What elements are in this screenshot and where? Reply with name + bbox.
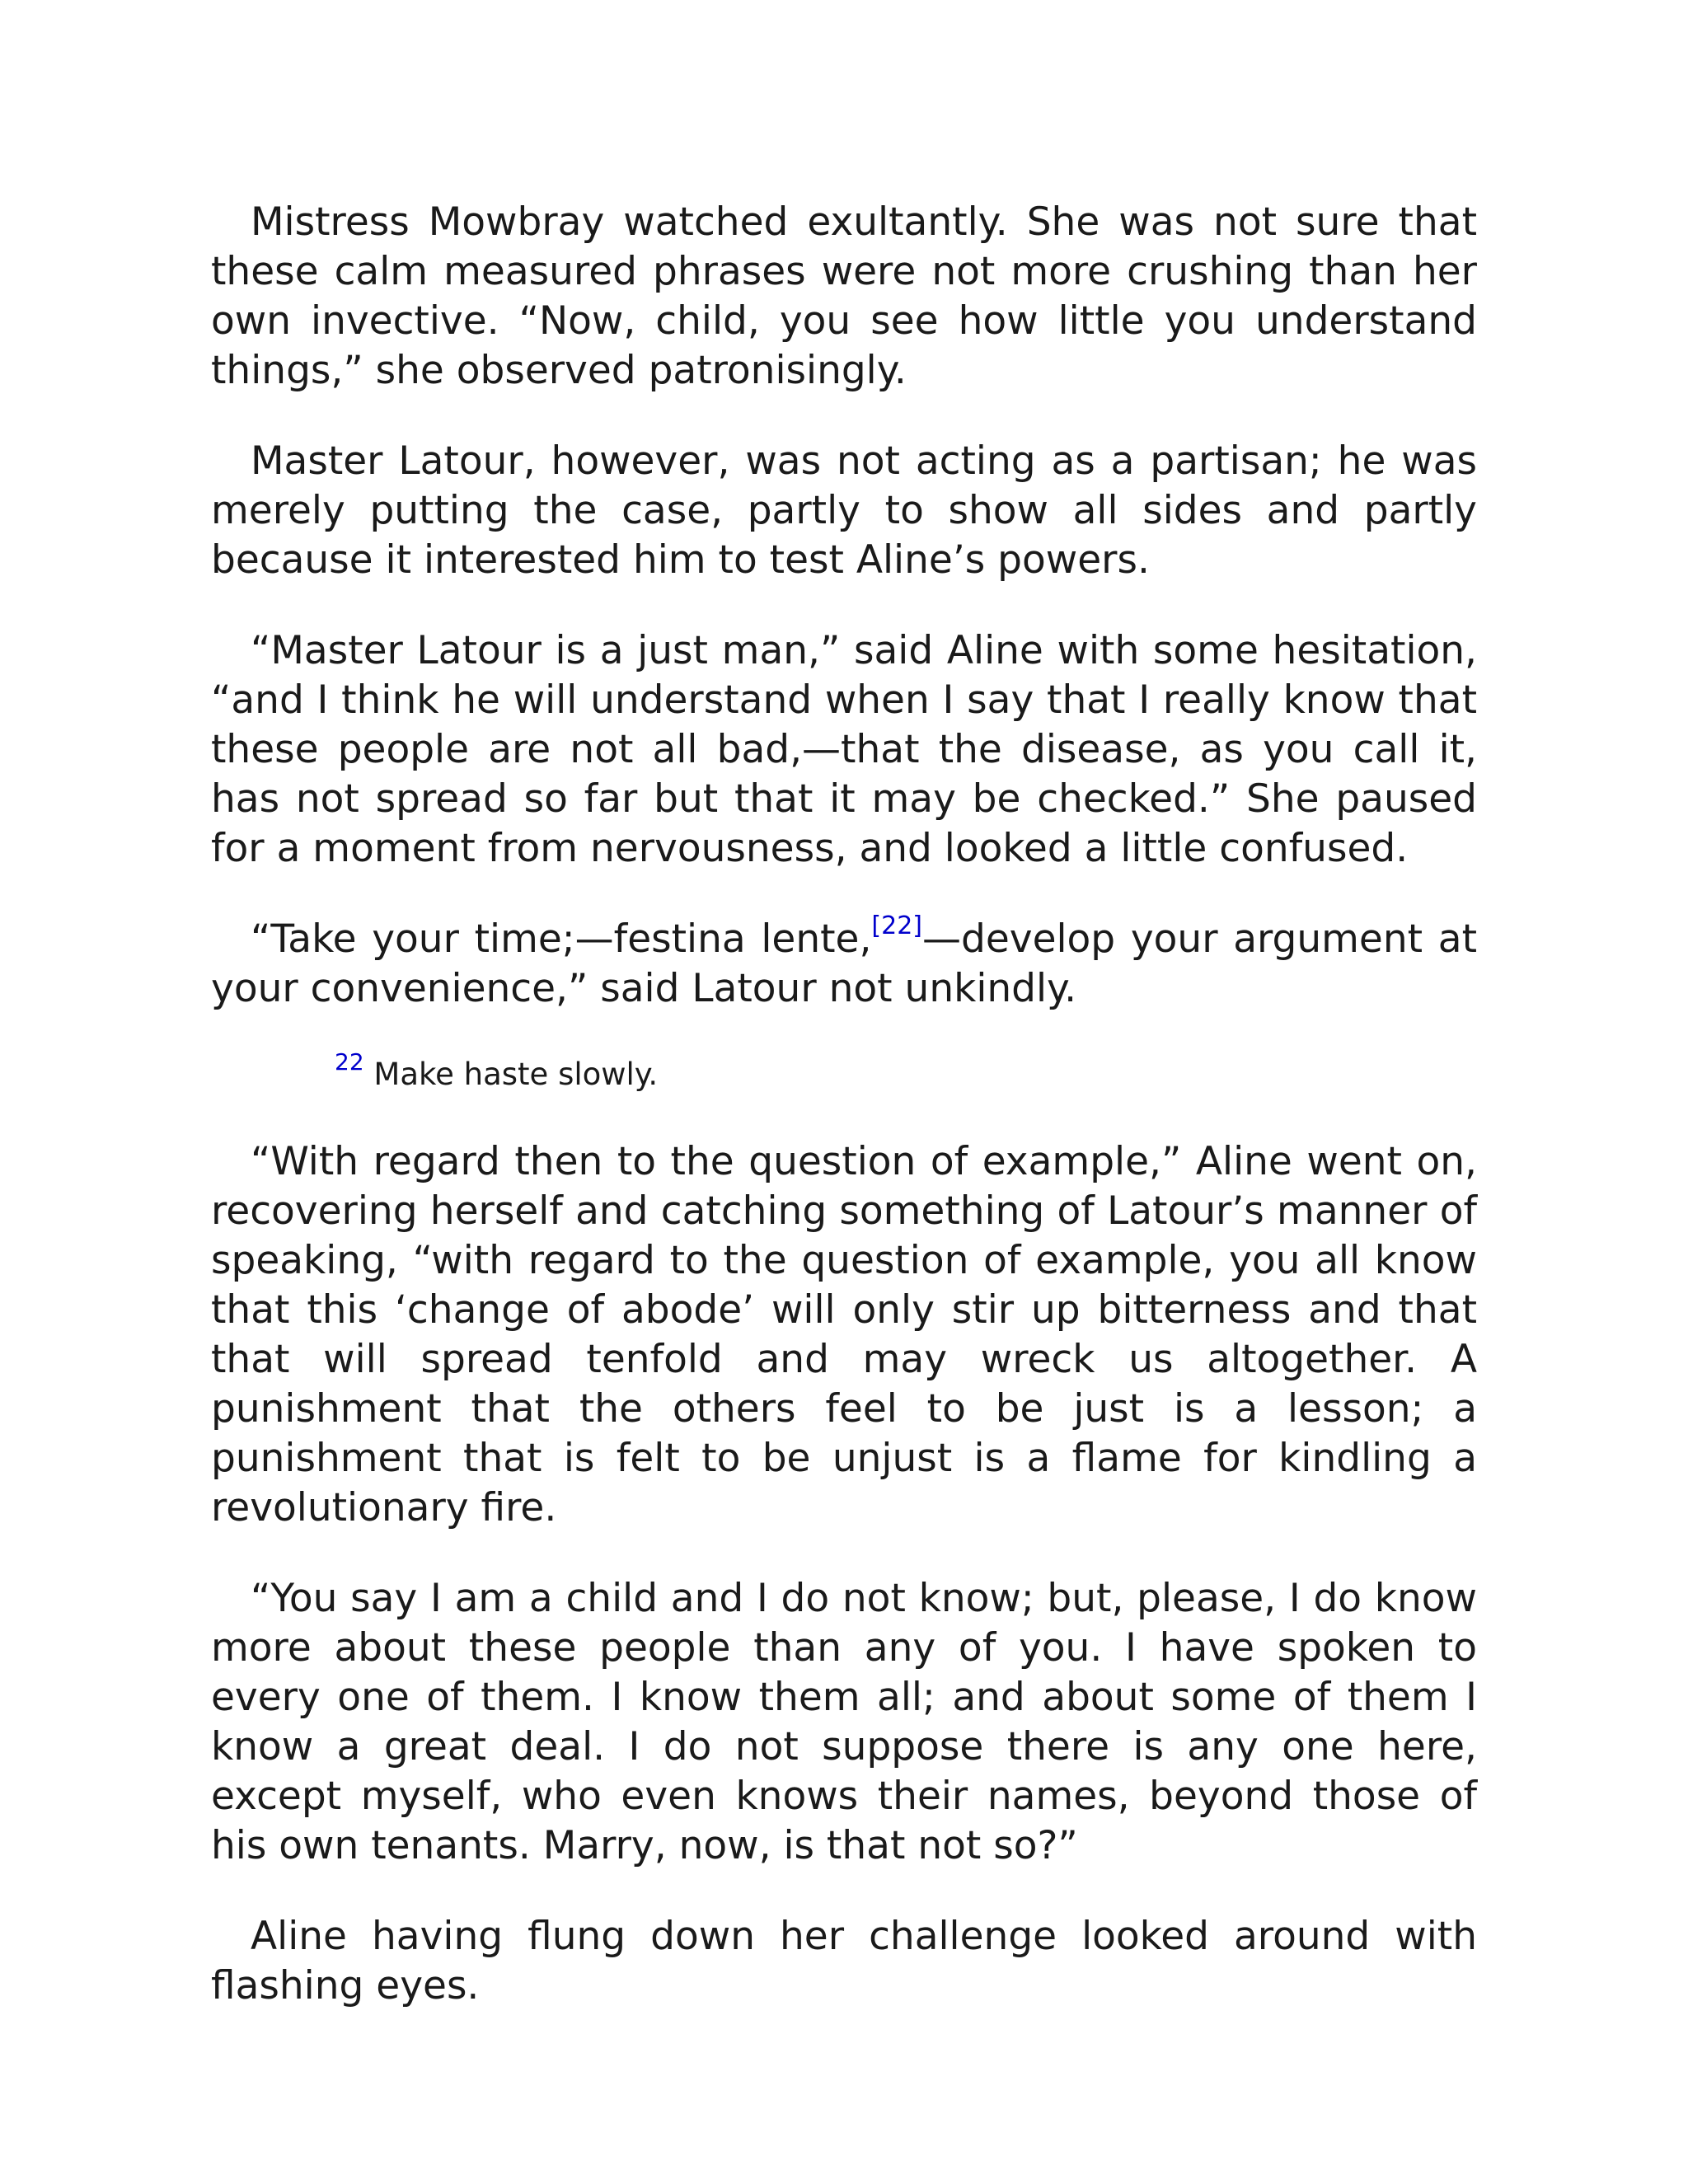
paragraph-3: “Master Latour is a just man,” said Aline with some hesitation, “and I think he will understand when I say that I really know that these people are not all bad,—that the disease, as you call it, has not spread so far but that it may be checked.” She paused for a moment from nervousness, and looked a little confused. xyxy=(211,628,1477,871)
footnote-text: Make haste slowly. xyxy=(363,1057,659,1092)
paragraph-5: “With regard then to the question of example,” Aline went on, recovering herself and catching something of Latour’s manner of speaking, “with regard to the question of example, you all know that this ‘change of abode’ will only stir up bitterness and that that will spread tenfold and may wreck us altogether. A punishment that the others feel to be just is a lesson; a punishment that is felt to be unjust is a flame for kindling a revolutionary fire. xyxy=(211,1139,1477,1530)
book-page xyxy=(211,198,1477,2052)
paragraph-1: Mistress Mowbray watched exultantly. She was not sure that these calm measured phrases were not more crushing than her own invective. “Now, child, you see how little you understand things,” she observed patronisingly. xyxy=(211,199,1477,393)
paragraph-6: “You say I am a child and I do not know; but, please, I do know more about these people than any of you. I have spoken to every one of them. I know them all; and about some of them I know a great deal. I do not suppose there is any one here, except myself, who even knows their names, beyond those of his own tenants. Marry, now, is that not so?” xyxy=(211,1576,1477,1868)
footnote-reference-link[interactable]: [22] xyxy=(871,912,923,940)
paragraph-7: Aline having flung down her challenge looked around with flashing eyes. xyxy=(211,1914,1477,2008)
paragraph-4 xyxy=(211,912,1477,1014)
paragraph-4-text-after: —develop your argument at your convenience,” said Latour not unkindly. xyxy=(211,916,1477,1011)
paragraph-2: Master Latour, however, was not acting as a partisan; he was merely putting the case, partly to show all sides and partly because it interested him to test Aline’s powers. xyxy=(211,438,1477,583)
footnote xyxy=(335,1048,1477,1094)
paragraph-4-text-before: “Take your time;—festina lente, xyxy=(251,916,872,962)
footnote-number-link[interactable]: 22 xyxy=(335,1048,364,1076)
